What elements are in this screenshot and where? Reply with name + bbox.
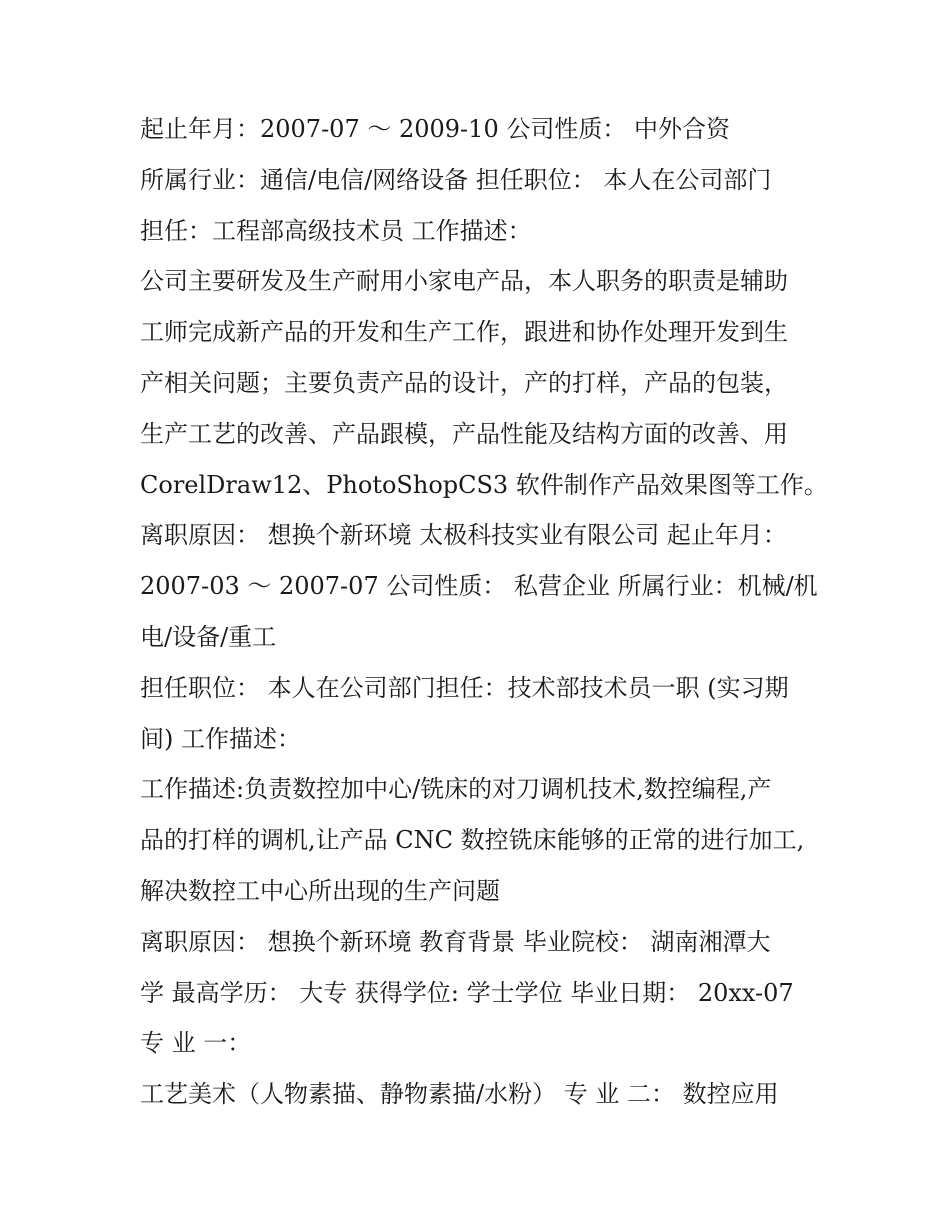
text-line: 离职原因： 想换个新环境 太极科技实业有限公司 起止年月： — [140, 521, 787, 550]
text-line: 所属行业：通信/电信/网络设备 担任职位： 本人在公司部门 — [140, 165, 772, 194]
text-line: 产相关问题；主要负责产品的设计，产的打样，产品的包装， — [140, 368, 788, 397]
text-line: 学 最高学历： 大专 获得学位: 学士学位 毕业日期： 20xx-07 — [140, 978, 794, 1007]
text-line: CorelDraw12、PhotoShopCS3 软件制作产品效果图等工作。 — [140, 470, 828, 499]
text-line: 担任：工程部高级技术员 工作描述： — [140, 216, 532, 245]
text-line: 工作描述:负责数控加中心/铣床的对刀调机技术,数控编程,产 — [140, 775, 772, 804]
text-line: 解决数控工中心所出现的生产问题 — [140, 876, 500, 905]
text-line: 工师完成新产品的开发和生产工作，跟进和协作处理开发到生 — [140, 318, 788, 347]
text-line: 2007-03 ～ 2007-07 公司性质： 私营企业 所属行业：机械/机 — [140, 572, 818, 601]
document-body — [140, 104, 828, 1120]
text-line: 生产工艺的改善、产品跟模，产品性能及结构方面的改善、用 — [140, 419, 788, 448]
text-line: 工艺美术（人物素描、静物素描/水粉） 专 业 二： 数控应用 — [140, 1080, 779, 1109]
text-line: 专 业 一： — [140, 1029, 252, 1058]
text-line: 起止年月：2007-07 ～ 2009-10 公司性质： 中外合资 — [140, 115, 730, 143]
text-line: 电/设备/重工 — [140, 622, 277, 651]
text-line: 离职原因： 想换个新环境 教育背景 毕业院校： 湖南湘潭大 — [140, 927, 771, 956]
text-line: 间) 工作描述： — [140, 724, 301, 753]
text-line: 品的打样的调机,让产品 CNC 数控铣床能够的正常的进行加工, — [140, 826, 805, 855]
text-line: 公司主要研发及生产耐用小家电产品，本人职务的职责是辅助 — [140, 267, 788, 296]
text-line: 担任职位： 本人在公司部门担任：技术部技术员一职 (实习期 — [140, 673, 789, 702]
